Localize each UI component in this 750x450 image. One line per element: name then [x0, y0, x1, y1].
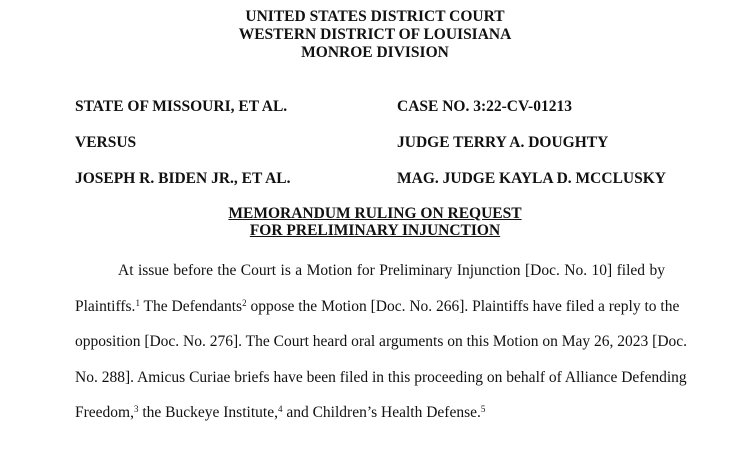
division-name: MONROE DIVISION: [301, 44, 449, 61]
district-name: WESTERN DISTRICT OF LOUISIANA: [238, 26, 512, 43]
footnote-marker-4[interactable]: 4: [277, 404, 283, 414]
footnote-marker-3[interactable]: 3: [133, 404, 139, 414]
body-line-2: Plaintiffs.$^1$ The Defendants$^2$ oppose the Motion [Doc. No. 266]. Plaintiffs have filed a reply to the: [75, 297, 680, 315]
body-line-3: opposition [Doc. No. 276]. The Court heard oral arguments on this Motion on May 26, 2023 [Doc.: [75, 333, 688, 350]
ruling-title: [0, 205, 750, 239]
court-name: UNITED STATES DISTRICT COURT: [245, 8, 505, 25]
plaintiff-caption: STATE OF MISSOURI, ET AL.: [75, 98, 288, 115]
ruling-title-line-1: MEMORANDUM RULING ON REQUEST: [228, 205, 522, 222]
body-line-4: No. 288]. Amicus Curiae briefs have been filed in this proceeding on behalf of Alliance Defending: [75, 368, 687, 386]
body-line-1: At issue before the Court is a Motion for Preliminary Injunction [Doc. No. 10] filed by: [118, 262, 665, 279]
footnote-marker-1[interactable]: 1: [135, 297, 140, 308]
ruling-body-paragraph: [75, 253, 688, 431]
footnote-marker-2[interactable]: 2: [242, 297, 247, 308]
ruling-title-line-2: FOR PRELIMINARY INJUNCTION: [249, 222, 501, 239]
judge-name: JUDGE TERRY A. DOUGHTY: [397, 134, 609, 151]
case-number: CASE NO. 3:22-CV-01213: [397, 98, 572, 115]
versus-label: VERSUS: [75, 134, 137, 151]
body-line-5: Freedom,$^3$ the Buckeye Institute,$^4$ and Children’s Health Defense.$^5$: [75, 404, 486, 421]
court-header: [0, 8, 750, 62]
magistrate-judge-name: MAG. JUDGE KAYLA D. MCCLUSKY: [397, 170, 666, 187]
footnote-marker-5[interactable]: 5: [480, 404, 486, 414]
defendant-caption: JOSEPH R. BIDEN JR., ET AL.: [75, 170, 291, 187]
